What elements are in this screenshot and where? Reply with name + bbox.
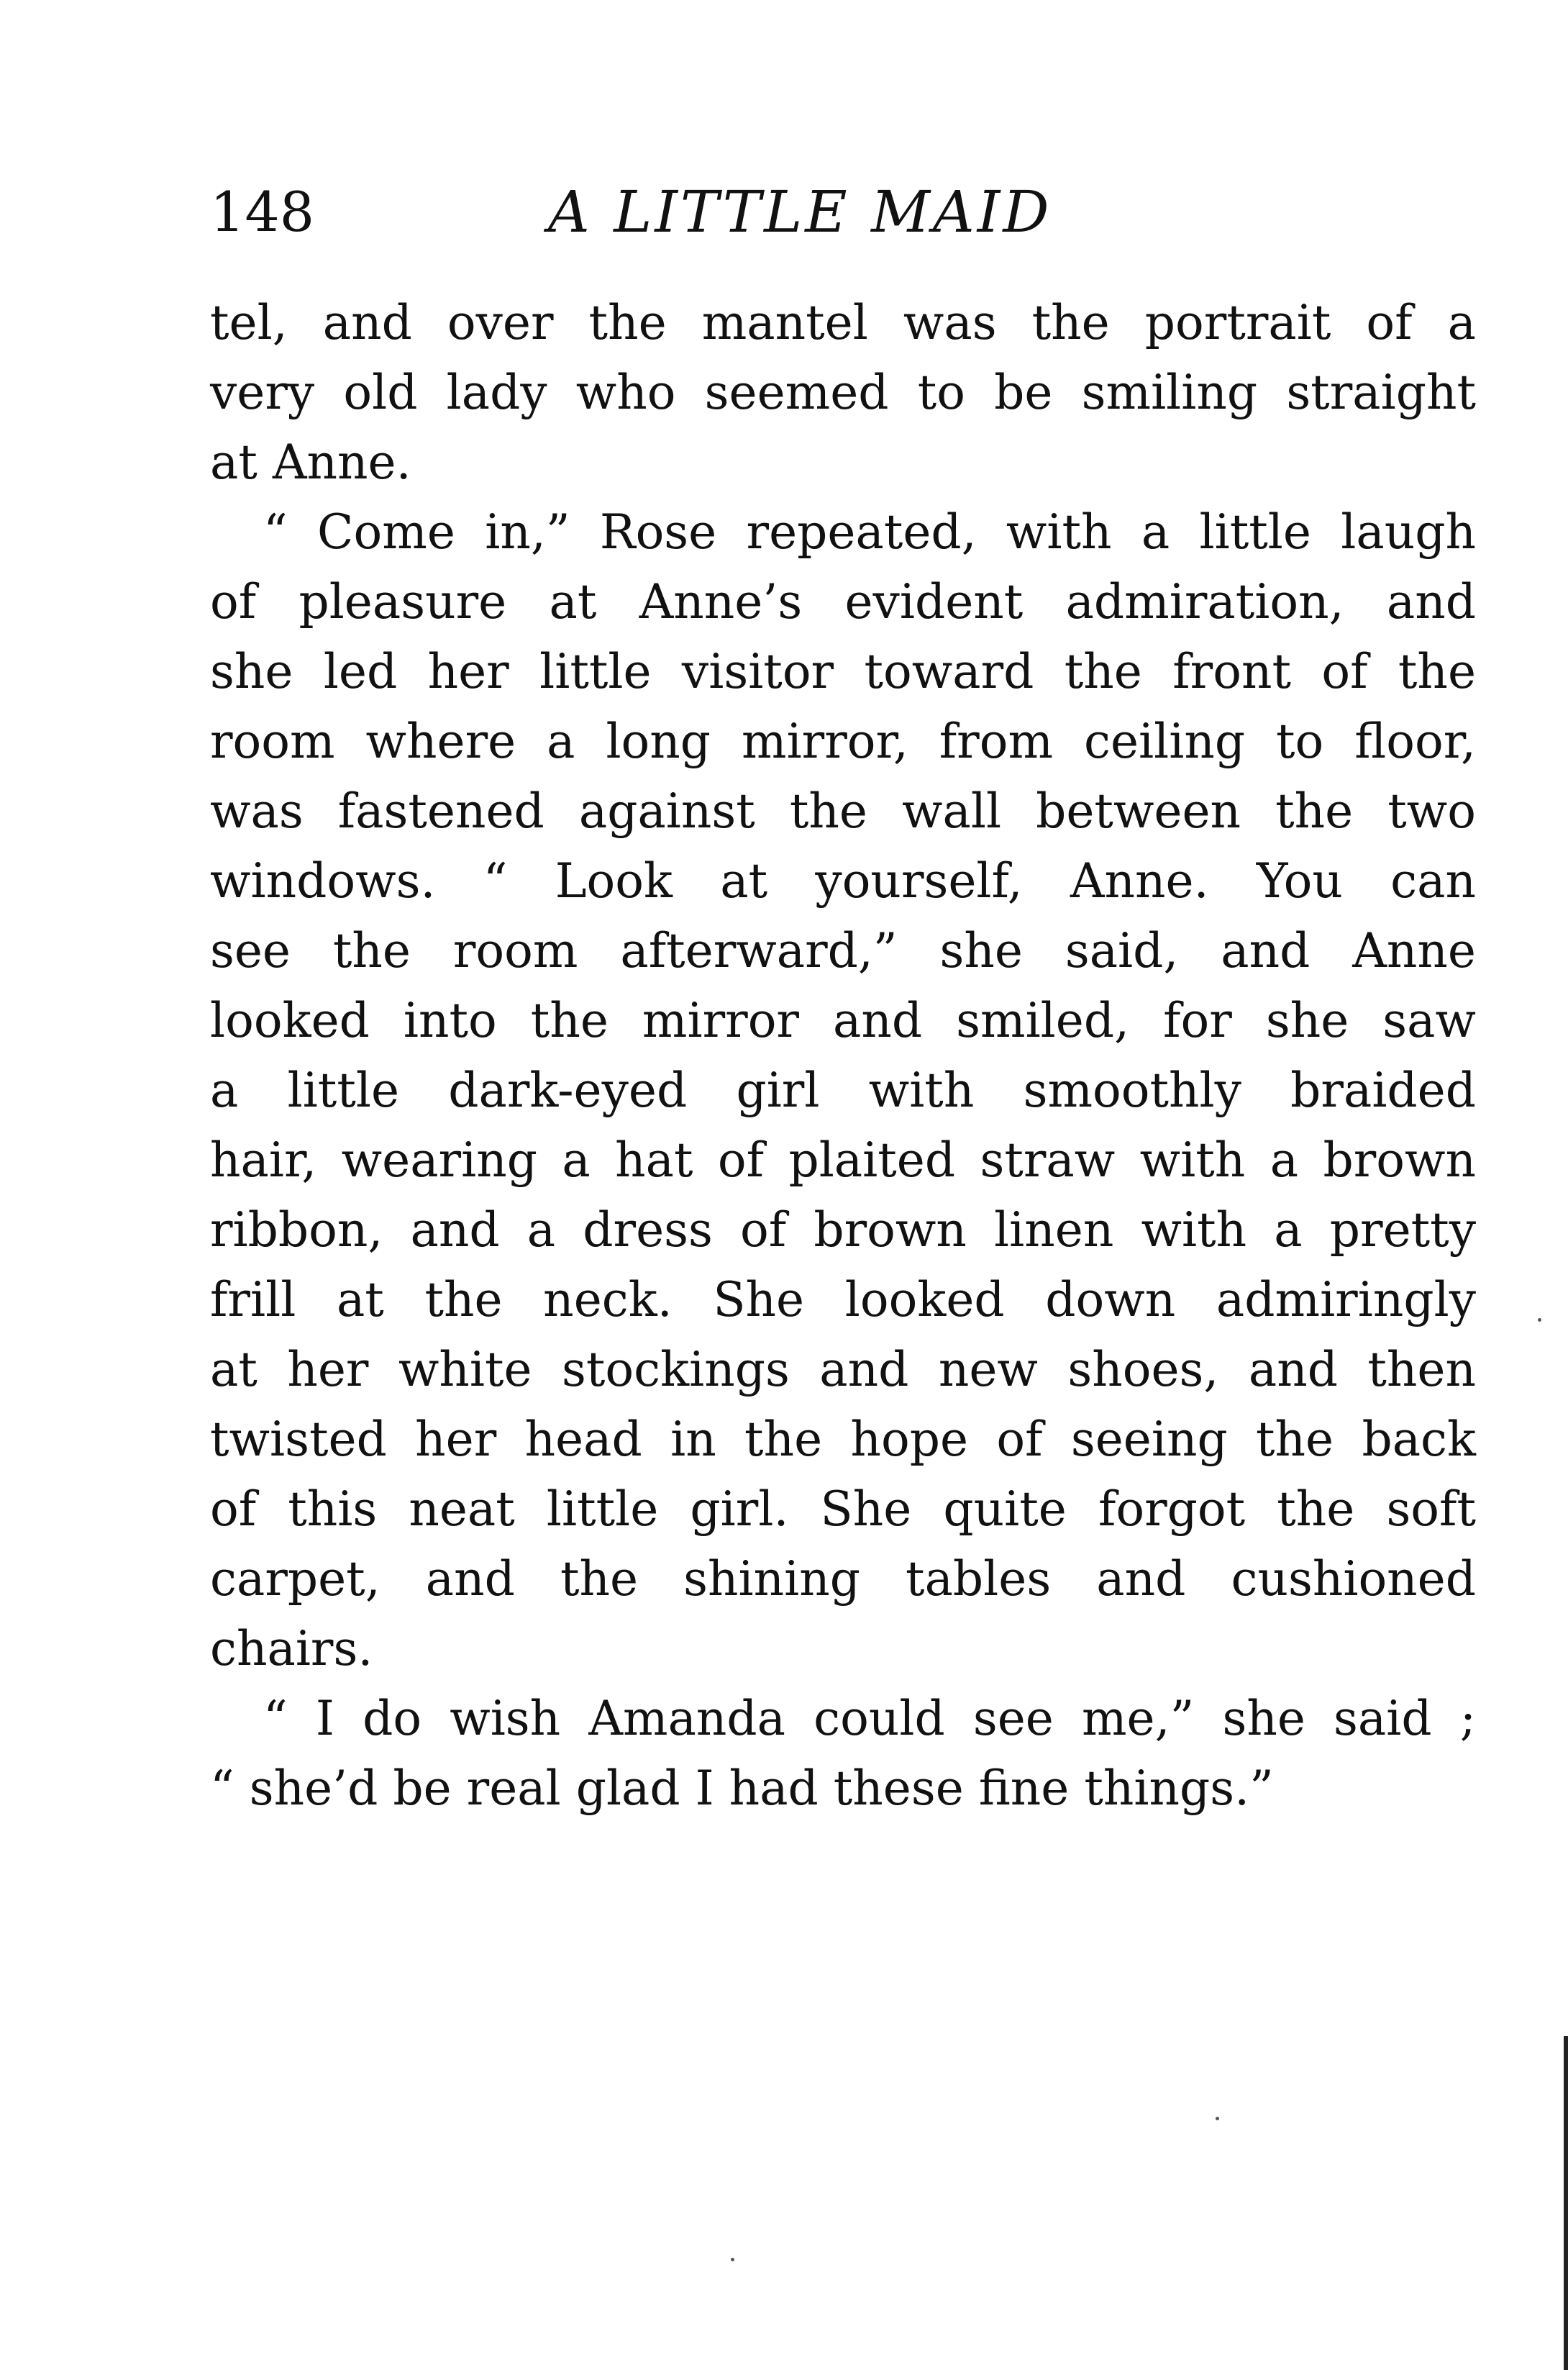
- text-line: hair, wearing a hat of plaited straw with a brown: [210, 1132, 1476, 1188]
- text-line: was fastened against the wall between the two: [210, 784, 1476, 839]
- text-line: see the room afterward,” she said, and Anne: [210, 923, 1476, 979]
- text-line: windows. “ Look at yourself, Anne. You can: [210, 853, 1476, 909]
- text-line: at her white stockings and new shoes, and then: [210, 1342, 1476, 1397]
- ink-speck: [1216, 2117, 1219, 2120]
- ink-speck: [1538, 1318, 1541, 1322]
- text-line: very old lady who seemed to be smiling straight: [210, 365, 1476, 420]
- text-line: a little dark-eyed girl with smoothly braided: [210, 1063, 1476, 1118]
- ink-speck: [731, 2258, 734, 2261]
- text-line: of pleasure at Anne’s evident admiration, and: [210, 574, 1476, 630]
- text-line: looked into the mirror and smiled, for she saw: [210, 993, 1476, 1048]
- text-line: carpet, and the shining tables and cushioned: [210, 1551, 1476, 1607]
- text-line: room where a long mirror, from ceiling to floor,: [210, 714, 1476, 769]
- text-line: twisted her head in the hope of seeing the back: [210, 1412, 1476, 1467]
- text-line: “ Come in,” Rose repeated, with a little laugh: [263, 504, 1476, 560]
- text-line: of this neat little girl. She quite forgot the soft: [210, 1481, 1476, 1537]
- body-text: [210, 288, 1476, 1823]
- text-line: “ I do wish Amanda could see me,” she said ;: [263, 1691, 1476, 1746]
- page-number: 148: [210, 180, 315, 244]
- running-title: A LITTLE MAID: [548, 178, 1052, 245]
- page-edge-mark: [1564, 2036, 1568, 2370]
- page-header: [210, 173, 1476, 252]
- text-line: ribbon, and a dress of brown linen with a pretty: [210, 1202, 1476, 1258]
- text-line: “ she’d be real glad I had these fine things.”: [210, 1761, 1274, 1816]
- text-line: she led her little visitor toward the front of the: [210, 644, 1476, 699]
- text-line: tel, and over the mantel was the portrait of a: [210, 295, 1476, 350]
- text-line: frill at the neck. She looked down admiringly: [210, 1272, 1476, 1327]
- text-line: chairs.: [210, 1621, 373, 1676]
- text-line: at Anne.: [210, 435, 411, 490]
